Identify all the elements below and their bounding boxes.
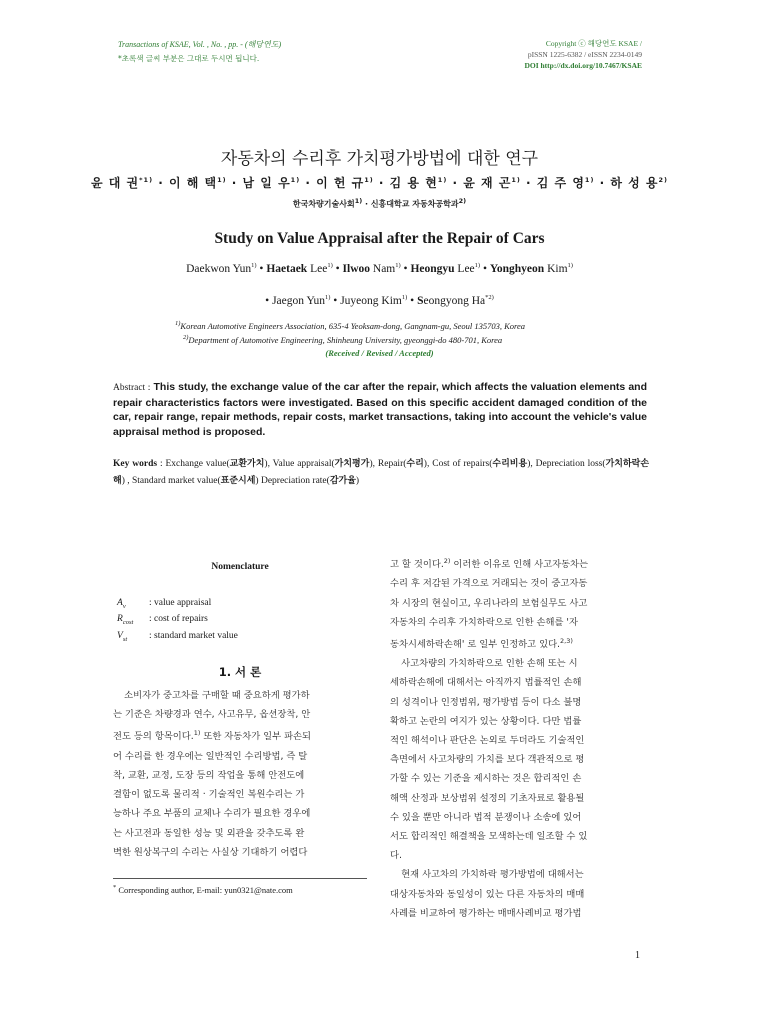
nomenclature-row: $A_v$ : value appraisal — [117, 598, 212, 610]
nomenclature-row: $R_{cost}$ : cost of repairs — [117, 614, 208, 626]
keyword-ko: 가치하락손해 — [113, 459, 650, 486]
author-family-name: Yun — [232, 262, 252, 275]
author-name-ko: 김 주 영 — [536, 176, 585, 190]
author-family-name: Ha — [471, 294, 486, 307]
keyword-en: Standard market value — [132, 476, 218, 486]
footnote-divider — [113, 878, 367, 879]
author-name-ko: 윤 대 권 — [91, 176, 140, 190]
author-family-name: Lee — [457, 262, 475, 275]
editor-note: *초록색 글씨 부분은 그대로 두시면 됩니다. — [118, 54, 260, 63]
english-authors-line-1: Daekwon Yun$^{1)}$ • Haetaek Lee$^{1)}$ • Ilwoo Nam$^{1)}$ • Heongyu Lee$^{1)}$ • Yonghyeon Kim$^{1)}$ — [186, 262, 573, 275]
korean-authors: 윤 대 권$^{*1)}$ · 이 해 택$^{1)}$ · 남 일 우$^{1)}$ · 이 헌 규$^{1)}$ · 김 용 현$^{1)}$ · 윤 재 곤$^{1)}$ · 김 주 영$^{1)}$ · 하 성 용$^{2)}$ — [91, 176, 668, 190]
abstract-label: Abstract : — [113, 383, 151, 393]
journal-citation: Transactions of KSAE, Vol. , No. , pp. - (해당연도) — [118, 40, 282, 49]
section-title: 1. 서 론 — [218, 665, 262, 679]
keyword-en: Value appraisal — [272, 459, 332, 469]
keyword-ko: 가치평가 — [334, 459, 370, 469]
nomenclature-row: $V_{st}$ : standard market value — [117, 631, 238, 643]
author-name-ko: 하 성 용 — [610, 176, 659, 190]
copyright-block — [524, 38, 642, 71]
author-given-name: eongyong — [423, 294, 469, 307]
keywords: Key words : Exchange value(교환가치), Value appraisal(가치평가), Repair(수리), Cost of repairs(수리비용), Depreciation loss(가치하락손해) , Standard market value(표준시세) Depreciation rate(감가율) — [113, 459, 650, 486]
author-given-name: Ilwoo — [342, 262, 371, 275]
issn-line: pISSN 1225-6382 / eISSN 2234-0149 — [527, 50, 642, 59]
korean-title: 자동차의 수리후 가치평가방법에 대한 연구 — [220, 149, 539, 169]
english-affiliation-1: $^{1)}$Korean Automotive Engineers Association, 635-4 Yeoksam-dong, Gangnam-gu, Seoul 135703, Korea — [175, 320, 526, 331]
page-number: 1 — [635, 950, 640, 961]
keyword-ko: 수리 — [406, 459, 424, 469]
keyword-en: Repair — [377, 459, 404, 469]
english-authors-line-2: • Jaegon Yun$^{1)}$ • Juyeong Kim$^{1)}$ • Seongyong Ha$^{*2)}$ — [265, 294, 494, 307]
author-family-name: Yun — [306, 294, 325, 307]
keyword-ko: 감가율 — [329, 476, 356, 486]
author-family-name: Kim — [381, 294, 402, 307]
author-given-name: Haetaek — [266, 262, 308, 275]
author-name-ko: 윤 재 곤 — [463, 176, 512, 190]
korean-affiliations: 한국차량기술사회$^{1)}$ · 신흥대학교 자동차공학과$^{2)}$ — [292, 197, 467, 209]
intro-paragraph-right: 고 할 것이다.$^{2)}$ 이러한 이유로 인해 사고자동차는 수리 후 저감된 가격으로 거래되는 것이 중고자동 차 시장의 현실이고, 우리나라의 보험실무도 사고 자동차의 수리후 가치하락으로 인한 손해를 '자 동차시세하락손해' 로 일부 인정하고 있다.$^{2,3)}$ 사고차량의 가치하락으로 인한 손해 또는 시 세하락손해에 대해서는 아직까지 법률적인 손해 의 성격이나 인정범위, 평가방법 등이 다소 불명 확하고 논란의 여지가 있는 상황이다. 다만 법률 적인 해석이나 판단은 논외로 두더라도 기술적인 측면에서 사고차량의 가치를 보다 객관적으로 평 가할 수 있는 기준을 제시하는 것은 합리적인 손 해액 산정과 보상범위 설정의 기초자료로 활용될 수 있을 뿐만 아니라 법적 분쟁이나 소송에 있어 서도 합리적인 해결책을 모색하는데 일조할 수 있 다. 현재 사고차의 가치하락 평가방법에 대해서는 대상자동차와 동일성이 있는 다른 자동차의 매매 사례를 비교하여 평가하는 매매사례비교 평가법 — [390, 557, 589, 919]
copyright-line: Copyright ⓒ 해당연도 KSAE / — [545, 39, 642, 48]
corresponding-author: Corresponding author, E-mail: yun0321@nate.com — [118, 884, 293, 895]
author-given-name: Juyeong — [340, 294, 379, 307]
author-given-name: Heongyu — [410, 262, 455, 275]
author-given-name: Jaegon — [272, 294, 305, 307]
keyword-en: Cost of repairs — [432, 459, 490, 469]
author-name-ko: 이 해 택 — [168, 176, 218, 190]
doi-line: DOI http://dx.doi.org/10.7467/KSAE — [524, 61, 642, 70]
keyword-ko: 표준시세 — [220, 476, 256, 486]
nomenclature-title: Nomenclature — [211, 562, 269, 572]
keyword-en: Exchange value — [165, 459, 227, 469]
abstract — [113, 380, 647, 439]
author-given-name: Yonghyeon — [489, 262, 545, 275]
author-name-ko: 김 용 현 — [389, 176, 438, 190]
english-title: Study on Value Appraisal after the Repair of Cars — [214, 230, 545, 247]
abstract-text: This study, the exchange value of the car after the repair, which affects the valuation elements and repair characteristics factors were investigated. Based on this specific accident damaged condition of the car, repair range, repair methods, repair costs, market transactions, taking into account the vehicle's value appraisal method is proposed. — [113, 381, 647, 438]
author-family-name: Kim — [547, 262, 568, 275]
author-name-ko: 이 헌 규 — [316, 176, 365, 190]
footnote: * Corresponding author, E-mail: yun0321@nate.com — [113, 884, 293, 895]
intro-paragraph-left: 소비자가 중고차를 구매할 때 중요하게 평가하 는 기준은 차량경과 연수, 사고유무, 옵션장착, 안 전도 등의 항목이다.$^{1)}$ 또한 자동차가 일부 파손되 어 수리를 한 경우에는 일반적인 수리방법, 즉 탈 착, 교환, 교정, 도장 등의 작업을 통해 안전도에 결함이 없도록 물리적 · 기술적인 복원수리는 가 능하나 주요 부품의 교체나 수리가 필요한 경우에 는 사고전과 동일한 성능 및 외관을 갖추도록 완 벽한 원상복구의 수리는 사실상 기대하기 어렵다 — [113, 690, 312, 858]
author-name-ko: 남 일 우 — [242, 176, 291, 190]
english-affiliation-2: $^{2)}$Department of Automotive Engineering, Shinheung University, gyeonggi-do 480-701, Korea — [183, 334, 503, 345]
author-family-name: Lee — [310, 262, 328, 275]
keyword-ko: 교환가치 — [229, 459, 265, 469]
journal-header — [118, 38, 281, 66]
keyword-en: Depreciation rate — [260, 476, 327, 486]
author-family-name: Nam — [372, 262, 396, 275]
affiliation-2: 신흥대학교 자동차공학과 — [370, 199, 459, 209]
keywords-label: Key words — [113, 459, 158, 469]
received-dates: (Received / Revised / Accepted) — [325, 348, 434, 358]
author-given-name: Daekwon — [186, 262, 231, 275]
affiliation-1: 한국차량기술사회 — [292, 199, 355, 209]
keyword-ko: 수리비용 — [492, 459, 528, 469]
keyword-en: Depreciation loss — [535, 459, 603, 469]
